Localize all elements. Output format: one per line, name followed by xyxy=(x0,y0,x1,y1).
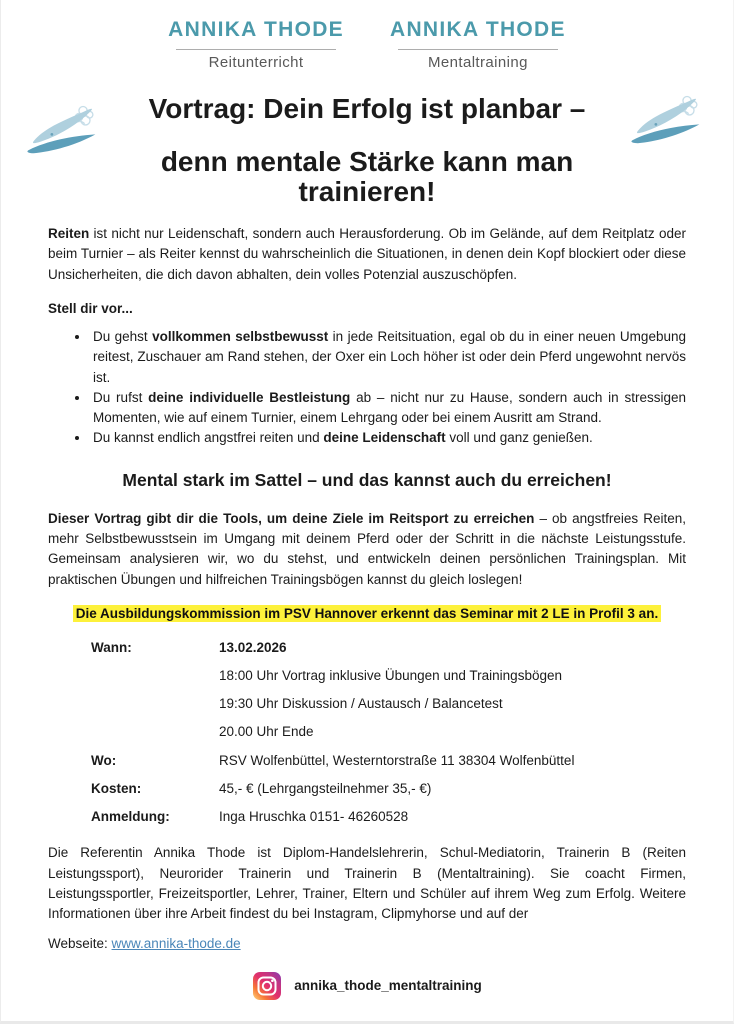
website-link[interactable]: www.annika-thode.de xyxy=(111,936,241,952)
instagram-icon xyxy=(252,971,282,1001)
imagine-bullet-list xyxy=(48,327,686,449)
page-title-line1: Vortrag: Dein Erfolg ist planbar – xyxy=(148,93,586,124)
instagram-handle: annika_thode_mentaltraining xyxy=(294,977,482,993)
logo-reitunterricht xyxy=(168,14,344,74)
detail-label: Kosten: xyxy=(91,780,142,796)
detail-value: 18:00 Uhr Vortrag inklusive Übungen und Trainingsbögen xyxy=(219,667,562,683)
swirl-logo-icon xyxy=(24,98,106,174)
detail-label: Anmeldung: xyxy=(91,809,170,825)
bullet-text: voll und ganz genießen. xyxy=(445,430,593,446)
bullet-bold: deine Leidenschaft xyxy=(323,430,446,446)
bullet-text: in jede Reitsituation, egal ob du in einer neuen Umgebung reitest, Zuschauer am Rand stehen, der Oxer ein Loch höher ist oder dein Pferd ungewohnt nervös ist. xyxy=(93,329,686,385)
website-line xyxy=(48,934,686,954)
logo-brand-name: ANNIKA THODE xyxy=(390,18,566,41)
bullet-bold: deine individuelle Bestleistung xyxy=(148,389,351,405)
logo-divider xyxy=(398,49,558,50)
highlight-line xyxy=(48,604,686,624)
detail-label: Wann: xyxy=(91,639,132,655)
imagine-heading: Stell dir vor... xyxy=(48,300,133,316)
logo-divider xyxy=(176,49,336,50)
table-row xyxy=(91,638,686,658)
tools-lead-bold: Dieser Vortrag gibt dir die Tools, um deine Ziele im Reitsport zu erreichen xyxy=(48,510,535,526)
bullet-bold: vollkommen selbstbewusst xyxy=(152,329,329,345)
table-row xyxy=(91,807,686,827)
detail-value: 13.02.2026 xyxy=(219,639,287,655)
list-item xyxy=(90,327,686,388)
website-label: Webseite: xyxy=(48,936,108,952)
logo-mentaltraining xyxy=(390,14,566,74)
page-title xyxy=(116,94,618,206)
swirl-logo-icon xyxy=(628,88,710,164)
bullet-text: ab – nicht nur zu Hause, sondern auch in stressigen Momenten, wie auf einem Turnier, einem Lehrgang oder bei einem Ausritt am Strand. xyxy=(93,389,687,426)
detail-label: Wo: xyxy=(91,752,117,768)
speaker-bio-paragraph: Die Referentin Annika Thode ist Diplom-Handelslehrerin, Schul-Mediatorin, Trainerin B (Reiten Leistungssport), Neurorider Trainerin und Trainerin B (Mentaltraining). Sie coacht Firmen, Leistungssportler, Freizeitsportler, Lehrer, Trainer, Eltern und Schüler auf ihrem Weg zum Erfolg. Weitere Informationen über ihre Arbeit findest du bei Instagram, Clipmyhorse und auf der xyxy=(48,845,686,922)
table-row xyxy=(91,694,686,714)
header-logos xyxy=(48,14,686,74)
table-row xyxy=(91,751,686,771)
logo-subtitle: Reitunterricht xyxy=(208,53,304,71)
logo-subtitle: Mentaltraining xyxy=(428,53,528,71)
detail-value: 19:30 Uhr Diskussion / Austausch / Balancetest xyxy=(219,696,503,712)
detail-label xyxy=(91,694,219,714)
table-row xyxy=(91,666,686,686)
detail-value: 45,- € (Lehrgangsteilnehmer 35,- €) xyxy=(219,780,432,796)
bullet-text: Du gehst xyxy=(93,329,153,345)
list-item xyxy=(90,428,686,448)
table-row xyxy=(91,722,686,742)
page-title-line2: denn mentale Stärke kann man trainieren! xyxy=(160,146,574,207)
detail-label xyxy=(91,666,219,686)
footer xyxy=(48,971,686,1001)
table-row xyxy=(91,779,686,799)
detail-value: Inga Hruschka 0151- 46260528 xyxy=(219,809,409,825)
intro-paragraph xyxy=(48,224,686,285)
intro-text: ist nicht nur Leidenschaft, sondern auch Herausforderung. Ob im Gelände, auf dem Reitplatz oder beim Turnier – als Reiter kennst du wahrscheinlich die Situationen, in denen dein Kopf blockiert oder diese Unsicherheiten, die dich davon abhalten, dein volles Potenzial auszuschöpfen. xyxy=(48,226,686,282)
intro-lead-bold: Reiten xyxy=(48,226,90,242)
logo-brand-name: ANNIKA THODE xyxy=(168,18,344,41)
detail-label xyxy=(91,722,219,742)
bullet-text: Du rufst xyxy=(93,389,149,405)
highlighted-note: Die Ausbildungskommission im PSV Hannover erkennt das Seminar mit 2 LE in Profil 3 an. xyxy=(73,605,661,622)
tools-paragraph xyxy=(48,509,686,590)
detail-value: RSV Wolfenbüttel, Westerntorstraße 11 38304 Wolfenbüttel xyxy=(219,752,575,768)
event-details xyxy=(91,638,686,828)
bullet-text: Du kannst endlich angstfrei reiten und xyxy=(93,430,324,446)
list-item xyxy=(90,388,686,429)
title-block xyxy=(48,94,686,206)
section-heading: Mental stark im Sattel – und das kannst auch du erreichen! xyxy=(122,469,612,490)
tools-text: – ob angstfreies Reiten, mehr Selbstbewusstsein im Umgang mit deinem Pferd oder der Schritt in die nächste Leistungsstufe. Gemeinsam analysieren wir, wo du stehst, und entwickeln deinen persönlichen Trainingsplan. Mit praktischen Übungen und hilfreichen Trainingsbögen kannst du gleich loslegen! xyxy=(48,510,686,587)
detail-value: 20.00 Uhr Ende xyxy=(219,724,314,740)
